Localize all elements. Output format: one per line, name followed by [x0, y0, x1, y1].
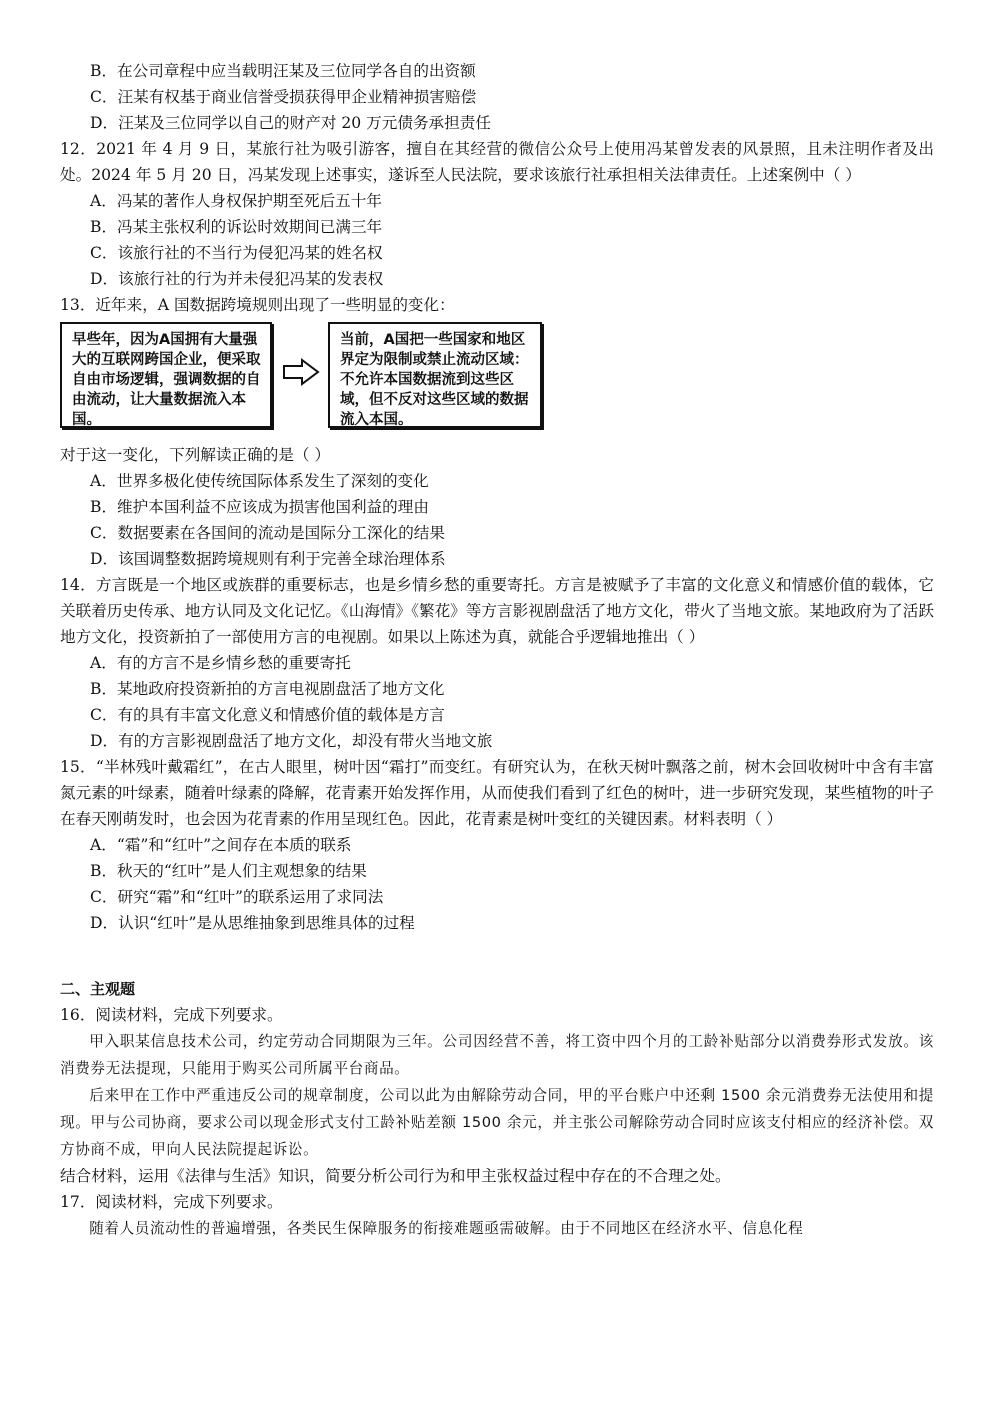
question-stem: 13．近年来，A 国数据跨境规则出现了一些明显的变化： — [60, 296, 455, 314]
comparison-diagram — [60, 322, 934, 438]
question-13 — [60, 292, 934, 572]
question-11-tail — [60, 58, 934, 136]
option-a: A．冯某的著作人身权保护期至死后五十年 — [90, 192, 382, 210]
option-a: A．世界多极化使传统国际体系发生了深刻的变化 — [90, 472, 429, 490]
option-d: D．该国调整数据跨境规则有利于完善全球治理体系 — [90, 550, 446, 568]
section-heading: 二、主观题 — [60, 980, 136, 998]
option-d: D．汪某及三位同学以自己的财产对 20 万元债务承担责任 — [90, 114, 491, 132]
question-stem: 17．阅读材料，完成下列要求。 — [60, 1193, 283, 1211]
option-d: D．认识“红叶”是从思维抽象到思维具体的过程 — [90, 914, 415, 932]
material-paragraph: 后来甲在工作中严重违反公司的规章制度，公司以此为由解除劳动合同，甲的平台账户中还剩 1500 余元消费券无法使用和提现。甲与公司协商，要求公司以现金形式支付工龄补贴差额 1500 余元，并主张公司解除劳动合同时应该支付相应的经济补偿。双方协商不成，甲向人民法院提起诉讼。 — [60, 1087, 934, 1158]
option-c: C．研究“霜”和“红叶”的联系运用了求同法 — [90, 888, 384, 906]
option-c: C．该旅行社的不当行为侵犯冯某的姓名权 — [90, 244, 383, 262]
exam-page — [60, 58, 934, 1242]
question-stem: 14．方言既是一个地区或族群的重要标志，也是乡情乡愁的重要寄托。方言是被赋予了丰富的文化意义和情感价值的载体，它关联着历史传承、地方认同及文化记忆。《山海情》《繁花》等方言影视剧盘活了地方文化，带火了当地文旅。某地政府为了活跃地方文化，投资新拍了一部使用方言的电视剧。如果以上陈述为真，就能合乎逻辑地推出（ ） — [60, 576, 934, 646]
option-d: D．该旅行社的行为并未侵犯冯某的发表权 — [90, 270, 384, 288]
before-box: 早些年，因为A国拥有大量强大的互联网跨国企业，便采取自由市场逻辑，强调数据的自由流动，让大量数据流入本国。 — [60, 322, 272, 428]
question-12 — [60, 136, 934, 292]
question-task: 结合材料，运用《法律与生活》知识，简要分析公司行为和甲主张权益过程中存在的不合理之处。 — [60, 1167, 731, 1185]
after-box: 当前，A国把一些国家和地区界定为限制或禁止流动区域：不允许本国数据流到这些区域，但不反对这些区域的数据流入本国。 — [328, 322, 542, 428]
question-14 — [60, 572, 934, 754]
option-c: C．有的具有丰富文化意义和情感价值的载体是方言 — [90, 706, 445, 724]
option-c: C．汪某有权基于商业信誉受损获得甲企业精神损害赔偿 — [90, 88, 477, 106]
question-stem: 12．2021 年 4 月 9 日，某旅行社为吸引游客，擅自在其经营的微信公众号上使用冯某曾发表的风景照，且未注明作者及出处。2024 年 5 月 20 日，冯某发现上述事实，遂诉至人民法院，要求该旅行社承担相关法律责任。上述案例中（ ） — [60, 140, 934, 184]
option-a: A．有的方言不是乡情乡愁的重要寄托 — [90, 654, 351, 672]
question-stem: 15．“半林残叶戴霜红”，在古人眼里，树叶因“霜打”而变红。有研究认为，在秋天树叶飘落之前，树木会回收树叶中含有丰富氮元素的叶绿素，随着叶绿素的降解，花青素开始发挥作用，从而使我们看到了红色的树叶，进一步研究发现，某些植物的叶子在春天刚萌发时，也会因为花青素的作用呈现红色。因此，花青素是树叶变红的关键因素。材料表明（ ） — [60, 758, 934, 828]
option-c: C．数据要素在各国间的流动是国际分工深化的结果 — [90, 524, 445, 542]
material-paragraph: 甲入职某信息技术公司，约定劳动合同期限为三年。公司因经营不善，将工资中四个月的工龄补贴部分以消费券形式发放。该消费券无法提现，只能用于购买公司所属平台商品。 — [60, 1033, 934, 1077]
option-d: D．有的方言影视剧盘活了地方文化，却没有带火当地文旅 — [90, 732, 493, 750]
material-paragraph: 随着人员流动性的普遍增强，各类民生保障服务的衔接难题亟需破解。由于不同地区在经济水平、信息化程 — [89, 1220, 804, 1237]
question-prompt: 对于这一变化，下列解读正确的是（ ） — [60, 446, 331, 464]
option-b: B．秋天的“红叶”是人们主观想象的结果 — [90, 862, 367, 880]
question-stem: 16．阅读材料，完成下列要求。 — [60, 1006, 283, 1024]
right-arrow-icon — [282, 358, 320, 386]
question-15 — [60, 754, 934, 936]
question-17 — [60, 1189, 934, 1242]
option-b: B．冯某主张权利的诉讼时效期间已满三年 — [90, 218, 383, 236]
question-16 — [60, 1002, 934, 1189]
option-a: A．“霜”和“红叶”之间存在本质的联系 — [90, 836, 352, 854]
option-b: B．维护本国利益不应该成为损害他国利益的理由 — [90, 498, 429, 516]
option-b: B．某地政府投资新拍的方言电视剧盘活了地方文化 — [90, 680, 445, 698]
option-b: B．在公司章程中应当载明汪某及三位同学各自的出资额 — [90, 62, 476, 80]
